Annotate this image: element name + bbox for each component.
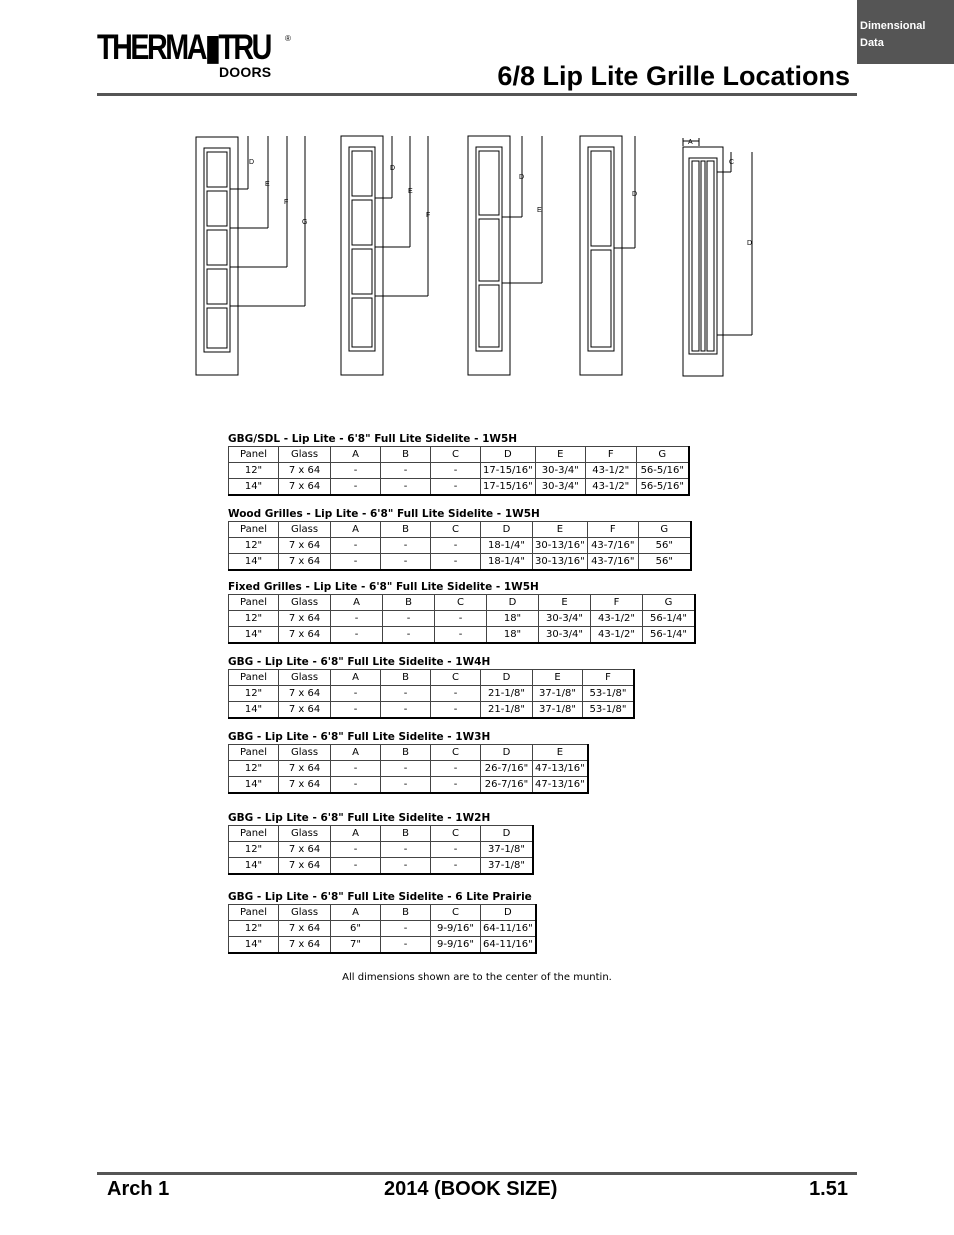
table-cell: - — [381, 842, 431, 858]
table-header-cell: D — [481, 447, 536, 463]
table-header-row — [229, 595, 696, 611]
table-cell: 12" — [229, 463, 279, 479]
section-tab — [857, 0, 954, 64]
table-cell: - — [431, 761, 481, 777]
table-cell: - — [431, 463, 481, 479]
table-cell: 37-1/8" — [481, 842, 534, 858]
table-cell: 7 x 64 — [279, 627, 331, 644]
table-header-cell: D — [481, 826, 534, 842]
table-header-cell: C — [431, 522, 481, 538]
dimension-table — [228, 904, 537, 954]
table-header-cell: B — [381, 826, 431, 842]
section-tab-line2: Data — [860, 37, 884, 49]
dim-label-e: E — [537, 207, 542, 214]
table-cell: 12" — [229, 842, 279, 858]
table-cell: 21-1/8" — [481, 686, 533, 702]
table-header-cell: B — [383, 595, 435, 611]
table-caption: GBG - Lip Lite - 6'8" Full Lite Sidelite - 1W3H — [228, 731, 491, 743]
table-cell: 18" — [487, 627, 539, 644]
table-cell: 7 x 64 — [279, 702, 331, 719]
table-header-cell: A — [331, 670, 381, 686]
dim-label-f: F — [284, 199, 289, 206]
table-cell: 7 x 64 — [279, 761, 331, 777]
dim-label-a: A — [688, 139, 693, 146]
table-header-cell: E — [535, 447, 585, 463]
table-caption: GBG/SDL - Lip Lite - 6'8" Full Lite Sidelite - 1W5H — [228, 433, 518, 445]
table-cell: 56-1/4" — [643, 627, 696, 644]
table-header-row — [229, 670, 635, 686]
dim-label-c: C — [729, 159, 735, 166]
table-cell: - — [381, 554, 431, 571]
table-cell: 14" — [229, 777, 279, 794]
table-cell: 7 x 64 — [279, 937, 331, 954]
dimension-table — [228, 446, 690, 496]
table-cell: - — [331, 479, 381, 496]
table-cell: 43-1/2" — [585, 463, 636, 479]
table-cell: - — [381, 777, 431, 794]
header-rule — [97, 93, 857, 96]
dimension-table — [228, 744, 589, 794]
table-cell: 43-1/2" — [585, 479, 636, 496]
table-header-cell: D — [487, 595, 539, 611]
dim-label-d: D — [632, 191, 638, 198]
logo-subtitle: DOORS — [219, 64, 272, 80]
table-cell: 7 x 64 — [279, 611, 331, 627]
footer-rule — [97, 1172, 857, 1175]
dimension-table — [228, 825, 534, 875]
table-cell: 43-7/16" — [587, 554, 638, 571]
table-cell: - — [331, 463, 381, 479]
table-header-cell: F — [585, 447, 636, 463]
dimension-table — [228, 521, 692, 571]
table-cell: 18-1/4" — [481, 538, 533, 554]
table-cell: - — [331, 686, 381, 702]
sidelite-5-lite — [196, 136, 308, 375]
dim-label-e: E — [408, 188, 413, 195]
table-header-cell: E — [533, 522, 588, 538]
table-cell: 12" — [229, 921, 279, 937]
table-cell: - — [331, 627, 383, 644]
table-header-cell: B — [381, 447, 431, 463]
table-header-cell: F — [591, 595, 643, 611]
table-row — [229, 921, 536, 937]
dim-label-d: D — [390, 165, 396, 172]
table-header-cell: G — [638, 522, 691, 538]
table-cell: 26-7/16" — [481, 761, 533, 777]
table-caption: GBG - Lip Lite - 6'8" Full Lite Sidelite - 1W4H — [228, 656, 491, 668]
table-cell: - — [431, 538, 481, 554]
table-row — [229, 538, 691, 554]
table-header-cell: Panel — [229, 447, 279, 463]
table-cell: 56-1/4" — [643, 611, 696, 627]
dimension-tables — [228, 432, 696, 954]
table-header-cell: C — [431, 905, 481, 921]
sidelite-drawings — [190, 130, 753, 380]
table-cell: 43-1/2" — [591, 627, 643, 644]
dim-label-f: F — [426, 212, 431, 219]
table-cell: 7 x 64 — [279, 686, 331, 702]
table-row — [229, 479, 689, 496]
table-cell: 7 x 64 — [279, 858, 331, 875]
table-block — [228, 580, 696, 655]
table-cell: 14" — [229, 479, 279, 496]
table-cell: - — [381, 538, 431, 554]
table-cell: - — [381, 463, 431, 479]
dimension-table — [228, 594, 696, 644]
table-cell: - — [381, 686, 431, 702]
table-row — [229, 761, 588, 777]
table-row — [229, 611, 696, 627]
table-cell: - — [383, 611, 435, 627]
table-cell: 9-9/16" — [431, 921, 481, 937]
table-cell: 37-1/8" — [533, 686, 583, 702]
table-cell: - — [331, 702, 381, 719]
table-header-cell: B — [381, 745, 431, 761]
table-cell: - — [331, 858, 381, 875]
page-title: 6/8 Lip Lite Grille Locations — [497, 61, 850, 91]
table-cell: - — [331, 777, 381, 794]
table-block — [228, 432, 696, 507]
table-header-cell: B — [381, 670, 431, 686]
table-caption: Wood Grilles - Lip Lite - 6'8" Full Lite Sidelite - 1W5H — [228, 508, 540, 520]
table-cell: - — [431, 702, 481, 719]
table-block — [228, 655, 696, 730]
table-header-cell: C — [431, 670, 481, 686]
table-cell: - — [431, 777, 481, 794]
table-block — [228, 730, 696, 811]
table-header-cell: E — [533, 670, 583, 686]
table-header-cell: Panel — [229, 745, 279, 761]
table-cell: 47-13/16" — [533, 777, 588, 794]
table-header-cell: Panel — [229, 522, 279, 538]
table-cell: 64-11/16" — [481, 921, 536, 937]
table-cell: - — [383, 627, 435, 644]
table-header-cell: C — [431, 745, 481, 761]
table-header-cell: Glass — [279, 745, 331, 761]
sidelite-2-lite — [580, 136, 638, 375]
dimension-table — [228, 669, 635, 719]
table-header-cell: Panel — [229, 670, 279, 686]
table-cell: 53-1/8" — [583, 686, 635, 702]
table-cell: 64-11/16" — [481, 937, 536, 954]
table-cell: 9-9/16" — [431, 937, 481, 954]
table-cell: 30-3/4" — [539, 627, 591, 644]
sidelite-prairie — [683, 138, 752, 376]
table-cell: - — [431, 554, 481, 571]
table-header-cell: A — [331, 745, 381, 761]
logo-registered-mark: ® — [285, 34, 291, 43]
table-cell: - — [381, 479, 431, 496]
table-cell: 53-1/8" — [583, 702, 635, 719]
table-cell: 17-15/16" — [481, 463, 536, 479]
sidelite-3-lite — [468, 136, 542, 375]
table-cell: 56-5/16" — [636, 479, 689, 496]
table-header-cell: B — [381, 905, 431, 921]
table-cell: 21-1/8" — [481, 702, 533, 719]
table-cell: 14" — [229, 937, 279, 954]
table-cell: 7 x 64 — [279, 921, 331, 937]
table-cell: 7 x 64 — [279, 463, 331, 479]
dim-label-d: D — [249, 159, 255, 166]
table-header-cell: A — [331, 905, 381, 921]
table-cell: - — [431, 479, 481, 496]
table-header-cell: C — [431, 447, 481, 463]
table-cell: 56" — [638, 538, 691, 554]
table-cell: 30-3/4" — [535, 479, 585, 496]
table-cell: 12" — [229, 611, 279, 627]
table-cell: 14" — [229, 627, 279, 644]
table-header-cell: D — [481, 670, 533, 686]
dim-label-e: E — [265, 181, 270, 188]
table-cell: - — [381, 761, 431, 777]
table-block — [228, 890, 696, 954]
table-header-cell: C — [435, 595, 487, 611]
table-cell: 17-15/16" — [481, 479, 536, 496]
dim-label-d: D — [519, 174, 525, 181]
table-header-cell: G — [636, 447, 689, 463]
dim-label-g: G — [302, 219, 308, 226]
table-cell: - — [331, 611, 383, 627]
table-cell: 7 x 64 — [279, 842, 331, 858]
table-row — [229, 686, 635, 702]
table-row — [229, 702, 635, 719]
table-header-cell: Glass — [279, 447, 331, 463]
table-cell: 18" — [487, 611, 539, 627]
table-cell: 6" — [331, 921, 381, 937]
table-cell: - — [381, 858, 431, 875]
table-cell: - — [331, 842, 381, 858]
table-cell: 12" — [229, 538, 279, 554]
table-header-cell: Glass — [279, 522, 331, 538]
table-cell: 30-3/4" — [535, 463, 585, 479]
table-header-cell: A — [331, 826, 381, 842]
table-row — [229, 627, 696, 644]
table-cell: - — [331, 538, 381, 554]
table-cell: 18-1/4" — [481, 554, 533, 571]
table-header-cell: C — [431, 826, 481, 842]
table-header-cell: Glass — [279, 595, 331, 611]
table-header-cell: A — [331, 522, 381, 538]
table-cell: 14" — [229, 858, 279, 875]
table-cell: 30-3/4" — [539, 611, 591, 627]
table-cell: 14" — [229, 702, 279, 719]
table-cell: - — [381, 921, 431, 937]
table-header-cell: Panel — [229, 905, 279, 921]
table-cell: 7 x 64 — [279, 554, 331, 571]
table-header-cell: F — [587, 522, 638, 538]
table-caption: GBG - Lip Lite - 6'8" Full Lite Sidelite - 6 Lite Prairie — [228, 891, 532, 903]
table-cell: 7 x 64 — [279, 777, 331, 794]
table-header-cell: A — [331, 595, 383, 611]
table-header-cell: Glass — [279, 670, 331, 686]
table-caption: Fixed Grilles - Lip Lite - 6'8" Full Lite Sidelite - 1W5H — [228, 581, 539, 593]
table-cell: 7 x 64 — [279, 538, 331, 554]
table-cell: - — [435, 611, 487, 627]
table-block — [228, 811, 696, 890]
table-cell: 47-13/16" — [533, 761, 588, 777]
table-row — [229, 777, 588, 794]
table-cell: 30-13/16" — [533, 538, 588, 554]
table-header-cell: G — [643, 595, 696, 611]
table-cell: 14" — [229, 554, 279, 571]
brand-logo — [97, 28, 297, 84]
table-header-cell: Panel — [229, 826, 279, 842]
table-cell: 12" — [229, 686, 279, 702]
logo-wordmark: THERMA▮TRU — [97, 28, 270, 67]
table-cell: 26-7/16" — [481, 777, 533, 794]
table-cell: - — [381, 937, 431, 954]
table-cell: - — [435, 627, 487, 644]
table-row — [229, 937, 536, 954]
table-header-row — [229, 522, 691, 538]
table-header-cell: Glass — [279, 826, 331, 842]
table-header-row — [229, 745, 588, 761]
table-header-cell: E — [539, 595, 591, 611]
table-row — [229, 463, 689, 479]
table-header-row — [229, 905, 536, 921]
table-cell: 56-5/16" — [636, 463, 689, 479]
table-header-cell: B — [381, 522, 431, 538]
table-header-cell: Glass — [279, 905, 331, 921]
footer-edition: 2014 (BOOK SIZE) — [384, 1178, 558, 1200]
dim-label-d: D — [747, 240, 753, 247]
section-tab-line1: Dimensional — [860, 20, 926, 32]
table-cell: - — [431, 686, 481, 702]
table-cell: - — [331, 761, 381, 777]
table-cell: 7" — [331, 937, 381, 954]
table-header-cell: D — [481, 522, 533, 538]
table-block — [228, 507, 696, 580]
table-cell: 37-1/8" — [481, 858, 534, 875]
table-cell: 12" — [229, 761, 279, 777]
table-header-row — [229, 826, 534, 842]
table-cell: - — [431, 842, 481, 858]
footer-page-number: 1.51 — [809, 1178, 848, 1200]
footer-section: Arch 1 — [107, 1178, 170, 1200]
table-caption: GBG - Lip Lite - 6'8" Full Lite Sidelite - 1W2H — [228, 812, 491, 824]
table-cell: 56" — [638, 554, 691, 571]
table-header-cell: A — [331, 447, 381, 463]
table-header-row — [229, 447, 689, 463]
sidelite-4-lite — [341, 136, 431, 375]
table-cell: 30-13/16" — [533, 554, 588, 571]
table-cell: 7 x 64 — [279, 479, 331, 496]
table-cell: - — [331, 554, 381, 571]
table-cell: - — [431, 858, 481, 875]
table-header-cell: Panel — [229, 595, 279, 611]
footnote: All dimensions shown are to the center of the muntin. — [342, 972, 612, 983]
table-header-cell: E — [533, 745, 588, 761]
table-header-cell: D — [481, 905, 536, 921]
table-header-cell: D — [481, 745, 533, 761]
table-cell: 43-7/16" — [587, 538, 638, 554]
table-cell: - — [381, 702, 431, 719]
table-cell: 37-1/8" — [533, 702, 583, 719]
table-cell: 43-1/2" — [591, 611, 643, 627]
table-row — [229, 842, 534, 858]
table-row — [229, 858, 534, 875]
table-header-cell: F — [583, 670, 635, 686]
table-row — [229, 554, 691, 571]
